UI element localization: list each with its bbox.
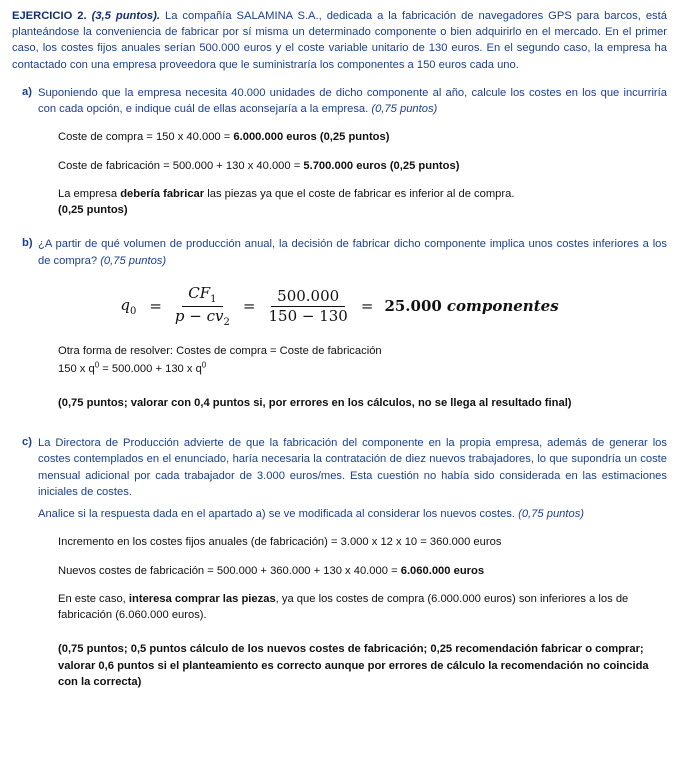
section-c-grading-note [58, 641, 667, 690]
section-a-conclusion-pre: La empresa [58, 187, 121, 200]
section-b [12, 236, 667, 268]
formula-equals-2: = [242, 297, 256, 316]
exercise-intro [12, 8, 667, 73]
section-a-answer-2 [58, 158, 667, 174]
exercise-statement: La compañía SALAMINA S.A., dedicada a la fabricación de navegadores GPS para barcos, está planteándose la conveniencia de fabricar por sí misma un determinado componente o bien adquirirlo en el mercado. En el primer caso, los costes fijos anuales serían 500.000 euros y el coste variable unitario de 130 euros. En el segundo caso, la empresa ha contactado con una empresa proveedora que le suministraría los componentes a 150 euros cada uno. [12, 10, 667, 71]
section-a-conclusion-post: las piezas ya que el coste de fabricar es inferior al de compra. [204, 187, 515, 200]
section-c-answer-1-text: Incremento en los costes fijos anuales (de fabricación) = 3.000 x 12 x 10 = 360.000 euros [58, 536, 502, 549]
section-a-label: a) [22, 85, 32, 98]
section-c-question-points: (0,75 puntos) [518, 508, 585, 521]
section-c-followup-body [38, 506, 667, 522]
section-a-question-points: (0,75 puntos) [371, 103, 438, 116]
formula-result: 25.000 componentes [384, 297, 559, 316]
section-c-conclusion-post: , ya que los costes de compra (6.000.000 euros) son inferiores a los de fabricación (6.060.000 euros). [58, 592, 629, 622]
formula-fraction-symbolic-num: $CF_1$ [182, 285, 222, 308]
formula-equals-3: = [360, 297, 374, 316]
section-a-answer-2-result: 5.700.000 euros (0,25 puntos) [303, 159, 460, 172]
section-a-answer-1-result: 6.000.000 euros (0,25 puntos) [233, 131, 390, 144]
section-b-grading-note [58, 395, 667, 411]
section-a-question [38, 85, 667, 117]
section-a-answer-1-text: Coste de compra = 150 x 40.000 = [58, 131, 234, 144]
formula-equals-1: = [149, 297, 162, 316]
section-a-conclusion-points: (0,25 puntos) [58, 204, 128, 217]
section-c-conclusion [58, 591, 667, 623]
section-c-answer-1 [58, 534, 667, 550]
section-c [12, 435, 667, 500]
section-a-conclusion-emphasis: debería fabricar [120, 187, 205, 200]
section-a-question-text: Suponiendo que la empresa necesita 40.000 unidades de dicho componente al año, calcule los costes en los que incurriría con cada opción, e indique cuál de ellas aconsejaría a la empresa. [38, 86, 667, 116]
section-a-conclusion [58, 186, 667, 218]
section-c-answer-2 [58, 563, 667, 579]
formula-fraction-numeric-den: 150 − 130 [268, 307, 348, 326]
formula-fraction-numeric [262, 288, 353, 326]
section-c-conclusion-emphasis: interesa comprar las piezas [128, 592, 276, 605]
section-c-answer-2-result: 6.060.000 euros [400, 564, 485, 577]
section-c-conclusion-pre: En este caso, [58, 592, 129, 605]
formula-fraction-numeric-num: 500.000 [271, 288, 345, 307]
section-b-grading-note-text: (0,75 puntos; valorar con 0,4 puntos si, por errores en los cálculos, no se llega al resultado final) [58, 397, 572, 410]
breakeven-formula [120, 285, 558, 329]
section-b-question-points: (0,75 puntos) [100, 254, 167, 267]
section-a-answer-2-text: Coste de fabricación = 500.000 + 130 x 40.000 = [58, 159, 304, 172]
formula-fraction-symbolic-den: $p - cv_2$ [174, 307, 230, 329]
section-b-label: b) [22, 237, 33, 250]
section-b-question [38, 236, 667, 268]
section-c-question [38, 435, 667, 500]
section-c-grading-note-text: (0,75 puntos; 0,5 puntos cálculo de los nuevos costes de fabricación; 0,25 recomendación fabricar o comprar; valorar 0,6 puntos si el planteamiento es correcto aunque por errores de cálculo la recomendación no coincida con la correcta) [58, 643, 649, 688]
exercise-title: EJERCICIO 2. [12, 10, 87, 22]
section-a [12, 85, 667, 117]
section-c-label: c) [22, 436, 32, 449]
section-b-alternative [58, 343, 667, 377]
formula-block [12, 285, 667, 329]
section-b-alt-line-2: 150 x $q^0 = 500.000 + 130$ x $q^0$ [58, 360, 207, 375]
section-c-followup [12, 506, 667, 522]
section-b-alt-line-1: Otra forma de resolver: Costes de compra = Coste de fabricación [58, 344, 382, 357]
section-c-question-2-text: Analice si la respuesta dada en el apartado a) se ve modificada al considerar los nuevos costes. [38, 508, 515, 521]
formula-lhs: $q_0$ [120, 295, 137, 317]
section-c-question-text: La Directora de Producción advierte de que la fabricación del componente en la propia empresa, además de generar los costes contemplados en el enunciado, haría necesaria la contratación de diez nuevos trabajadores, lo que supondría un coste mensual adicional por cada trabajador de 3.000 euros/mes. Esta cuestión no había sido considerada en las estimaciones iniciales de costes. [38, 437, 667, 498]
section-c-answer-2-text: Nuevos costes de fabricación = 500.000 + 360.000 + 130 x 40.000 = [58, 564, 401, 577]
formula-fraction-symbolic [169, 285, 236, 329]
section-b-question-text: ¿A partir de qué volumen de producción anual, la decisión de fabricar dicho componente implica unos costes inferiores a los de compra? [38, 238, 667, 267]
exercise-points: (3,5 puntos). [91, 10, 160, 22]
section-a-answer-1 [58, 129, 667, 145]
